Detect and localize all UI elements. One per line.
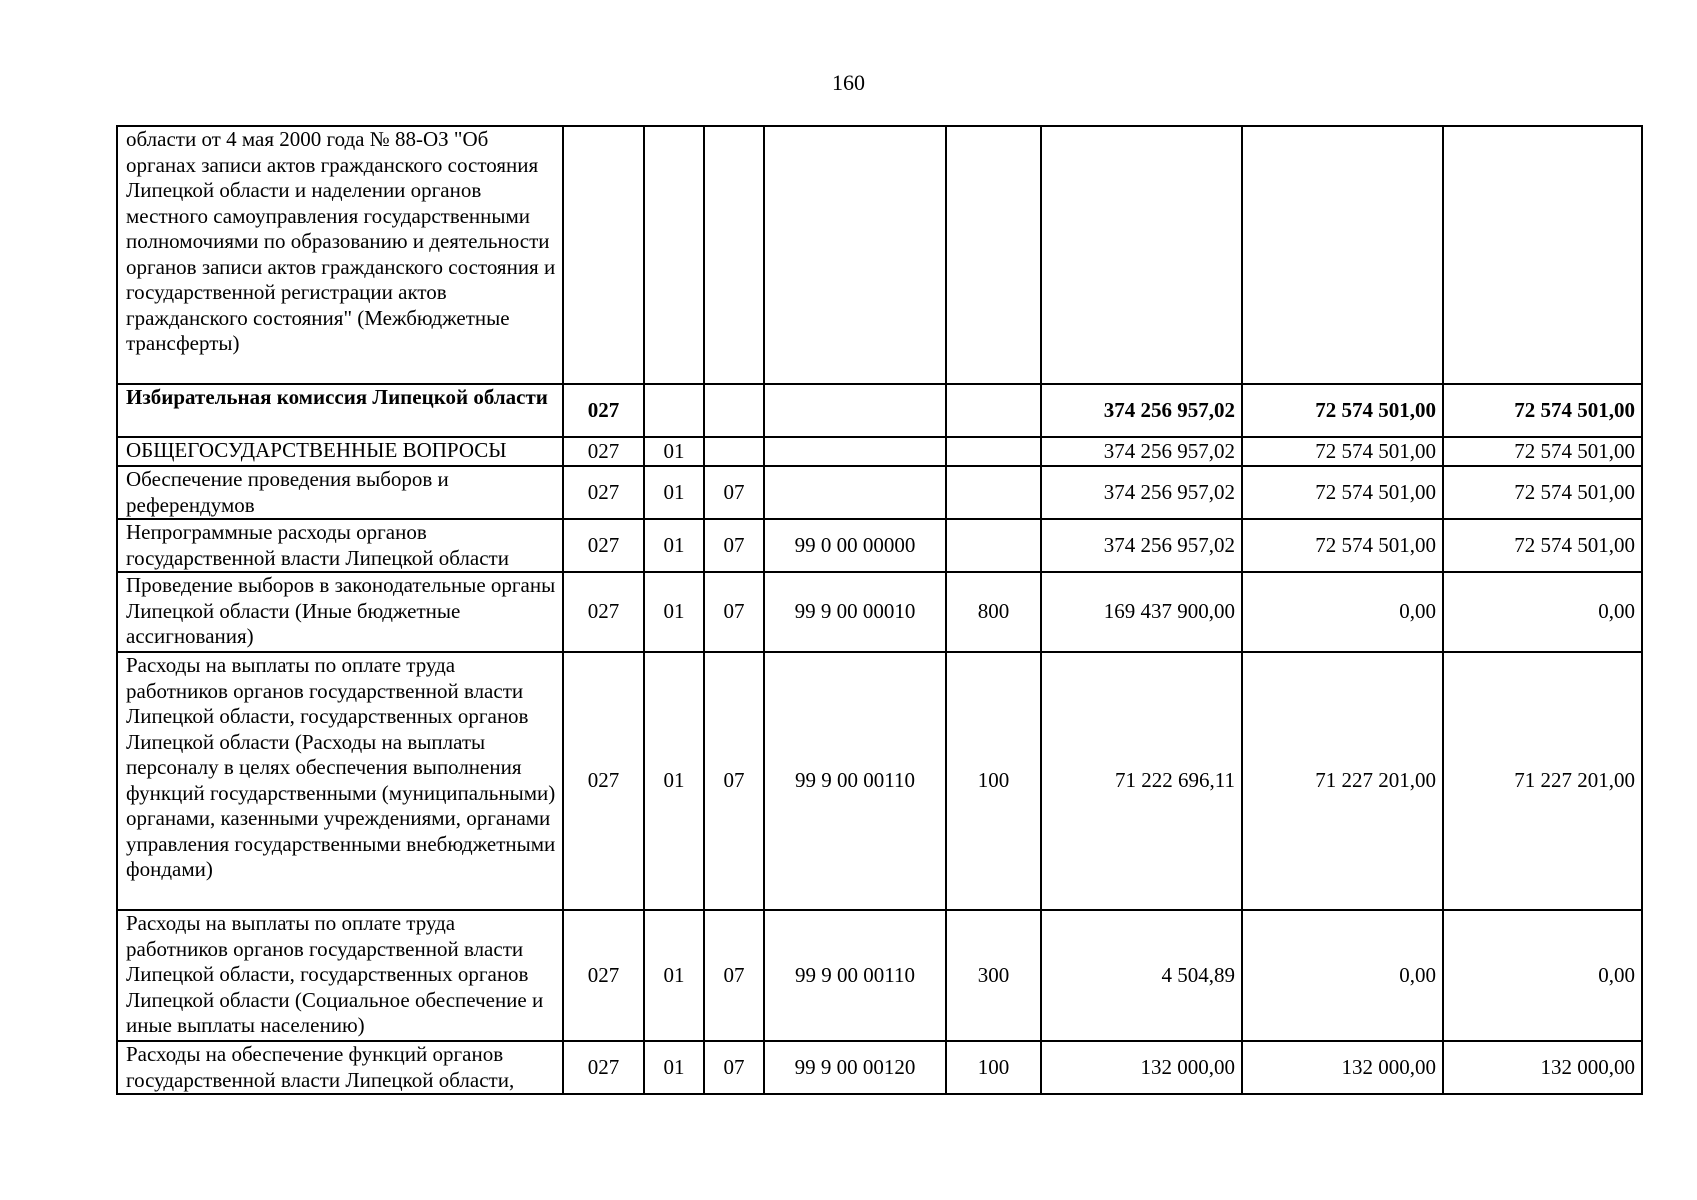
vr-cell: 800 (946, 572, 1041, 652)
sum1-cell: 374 256 957,02 (1041, 437, 1242, 466)
pr-cell (704, 437, 764, 466)
row-name-cell: Расходы на выплаты по оплате труда работников органов государственной власти Липецкой области, государственных органов Липецкой области (Расходы на выплаты персоналу в целях обеспечения выполнения функций государственными (муниципальными) органами, казенными учреждениями, органами управления государственными внебюджетными фондами) (117, 652, 563, 910)
sum3-cell: 0,00 (1443, 572, 1642, 652)
sum1-cell: 374 256 957,02 (1041, 384, 1242, 437)
sum2-cell: 0,00 (1242, 572, 1443, 652)
sum1-cell (1041, 126, 1242, 384)
csr-cell: 99 9 00 00120 (764, 1041, 946, 1094)
csr-cell: 99 9 00 00010 (764, 572, 946, 652)
sum3-cell: 72 574 501,00 (1443, 437, 1642, 466)
sum2-cell: 71 227 201,00 (1242, 652, 1443, 910)
ved-cell: 027 (563, 652, 644, 910)
ved-cell (563, 126, 644, 384)
ved-cell: 027 (563, 910, 644, 1041)
sum1-cell: 169 437 900,00 (1041, 572, 1242, 652)
pr-cell (704, 126, 764, 384)
pr-cell: 07 (704, 1041, 764, 1094)
pr-cell: 07 (704, 466, 764, 519)
sum2-cell (1242, 126, 1443, 384)
sum1-cell: 374 256 957,02 (1041, 466, 1242, 519)
vr-cell (946, 384, 1041, 437)
csr-cell (764, 437, 946, 466)
table-row (117, 572, 1642, 652)
sum3-cell (1443, 126, 1642, 384)
rz-cell: 01 (644, 910, 704, 1041)
rz-cell (644, 126, 704, 384)
row-name-cell: ОБЩЕГОСУДАРСТВЕННЫЕ ВОПРОСЫ (117, 437, 563, 466)
table-row (117, 519, 1642, 572)
table-row (117, 466, 1642, 519)
table-row (117, 437, 1642, 466)
pr-cell: 07 (704, 910, 764, 1041)
ved-cell: 027 (563, 384, 644, 437)
rz-cell: 01 (644, 572, 704, 652)
vr-cell: 100 (946, 652, 1041, 910)
vr-cell (946, 519, 1041, 572)
row-name-cell: Расходы на обеспечение функций органов государственной власти Липецкой области, (117, 1041, 563, 1094)
sum3-cell: 132 000,00 (1443, 1041, 1642, 1094)
vr-cell: 300 (946, 910, 1041, 1041)
row-name-cell: Проведение выборов в законодательные органы Липецкой области (Иные бюджетные ассигнования) (117, 572, 563, 652)
sum1-cell: 132 000,00 (1041, 1041, 1242, 1094)
sum2-cell: 72 574 501,00 (1242, 466, 1443, 519)
table-row (117, 910, 1642, 1041)
csr-cell (764, 126, 946, 384)
sum1-cell: 71 222 696,11 (1041, 652, 1242, 910)
ved-cell: 027 (563, 437, 644, 466)
page-number: 160 (832, 70, 865, 95)
row-name-cell: Расходы на выплаты по оплате труда работников органов государственной власти Липецкой области, государственных органов Липецкой области (Социальное обеспечение и иные выплаты населению) (117, 910, 563, 1041)
sum2-cell: 72 574 501,00 (1242, 437, 1443, 466)
sum3-cell: 0,00 (1443, 910, 1642, 1041)
pr-cell: 07 (704, 519, 764, 572)
pr-cell (704, 384, 764, 437)
sum2-cell: 72 574 501,00 (1242, 384, 1443, 437)
sum1-cell: 4 504,89 (1041, 910, 1242, 1041)
sum3-cell: 72 574 501,00 (1443, 519, 1642, 572)
row-name-cell: Непрограммные расходы органов государственной власти Липецкой области (117, 519, 563, 572)
table-row (117, 1041, 1642, 1094)
ved-cell: 027 (563, 466, 644, 519)
budget-table (116, 125, 1643, 1095)
sum3-cell: 72 574 501,00 (1443, 384, 1642, 437)
row-name-cell: Обеспечение проведения выборов и референдумов (117, 466, 563, 519)
rz-cell: 01 (644, 519, 704, 572)
pr-cell: 07 (704, 572, 764, 652)
row-name-cell: Избирательная комиссия Липецкой области (117, 384, 563, 437)
rz-cell: 01 (644, 437, 704, 466)
sum2-cell: 132 000,00 (1242, 1041, 1443, 1094)
table-row (117, 384, 1642, 437)
sum2-cell: 72 574 501,00 (1242, 519, 1443, 572)
sum2-cell: 0,00 (1242, 910, 1443, 1041)
ved-cell: 027 (563, 1041, 644, 1094)
vr-cell (946, 126, 1041, 384)
rz-cell: 01 (644, 1041, 704, 1094)
vr-cell (946, 437, 1041, 466)
row-name-cell: области от 4 мая 2000 года № 88-ОЗ "Об органах записи актов гражданского состояния Липецкой области и наделении органов местного самоуправления государственными полномочиями по образованию и деятельности органов записи актов гражданского состояния и государственной регистрации актов гражданского состояния" (Межбюджетные трансферты) (117, 126, 563, 384)
csr-cell: 99 9 00 00110 (764, 652, 946, 910)
pr-cell: 07 (704, 652, 764, 910)
rz-cell: 01 (644, 652, 704, 910)
ved-cell: 027 (563, 519, 644, 572)
sum3-cell: 72 574 501,00 (1443, 466, 1642, 519)
vr-cell: 100 (946, 1041, 1041, 1094)
rz-cell (644, 384, 704, 437)
csr-cell: 99 0 00 00000 (764, 519, 946, 572)
table-row (117, 652, 1642, 910)
sum1-cell: 374 256 957,02 (1041, 519, 1242, 572)
csr-cell: 99 9 00 00110 (764, 910, 946, 1041)
table-row (117, 126, 1642, 384)
csr-cell (764, 466, 946, 519)
rz-cell: 01 (644, 466, 704, 519)
ved-cell: 027 (563, 572, 644, 652)
csr-cell (764, 384, 946, 437)
vr-cell (946, 466, 1041, 519)
sum3-cell: 71 227 201,00 (1443, 652, 1642, 910)
